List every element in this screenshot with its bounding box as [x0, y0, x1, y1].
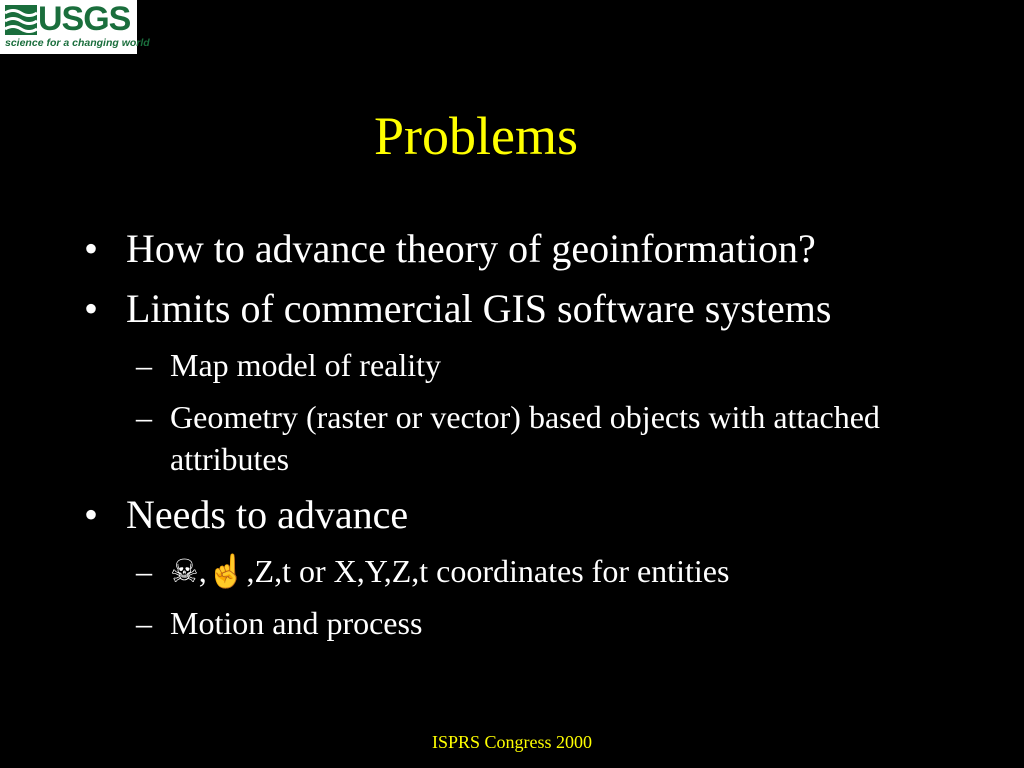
bullet-text: Needs to advance	[126, 492, 409, 537]
sub-bullet-marker: –	[136, 553, 152, 589]
sub-bullet-item	[84, 602, 984, 644]
bullet-marker: •	[84, 492, 99, 537]
sub-bullet-marker: –	[136, 605, 152, 641]
slide-footer: ISPRS Congress 2000	[431, 732, 593, 752]
sub-bullet-text: Geometry (raster or vector) based objects with attached attributes	[170, 399, 880, 477]
bullet-item	[84, 284, 984, 334]
sub-bullet-text: ☠,☝,Z,t or X,Y,Z,t coordinates for entities	[170, 553, 730, 589]
usgs-tagline: science for a changing world	[5, 37, 150, 49]
sub-bullet-marker: –	[136, 399, 152, 435]
sub-bullet-text: Map model of reality	[170, 347, 442, 383]
bullet-item	[84, 490, 984, 540]
sub-bullet-item	[84, 396, 984, 480]
bullet-item	[84, 224, 984, 274]
bullet-marker: •	[84, 226, 99, 271]
sub-bullet-text: Motion and process	[170, 605, 423, 641]
slide-title: Problems	[373, 106, 578, 166]
bullet-text: Limits of commercial GIS software systems	[126, 286, 832, 331]
bullet-marker: •	[84, 286, 99, 331]
usgs-wordmark: USGS	[38, 0, 131, 38]
bullet-list	[84, 224, 984, 654]
sub-bullet-item	[84, 550, 984, 592]
sub-bullet-marker: –	[136, 347, 152, 383]
usgs-logo	[0, 0, 150, 54]
usgs-wave-icon	[5, 5, 37, 35]
bullet-text: How to advance theory of geoinformation?	[126, 226, 816, 271]
sub-bullet-item	[84, 344, 984, 386]
